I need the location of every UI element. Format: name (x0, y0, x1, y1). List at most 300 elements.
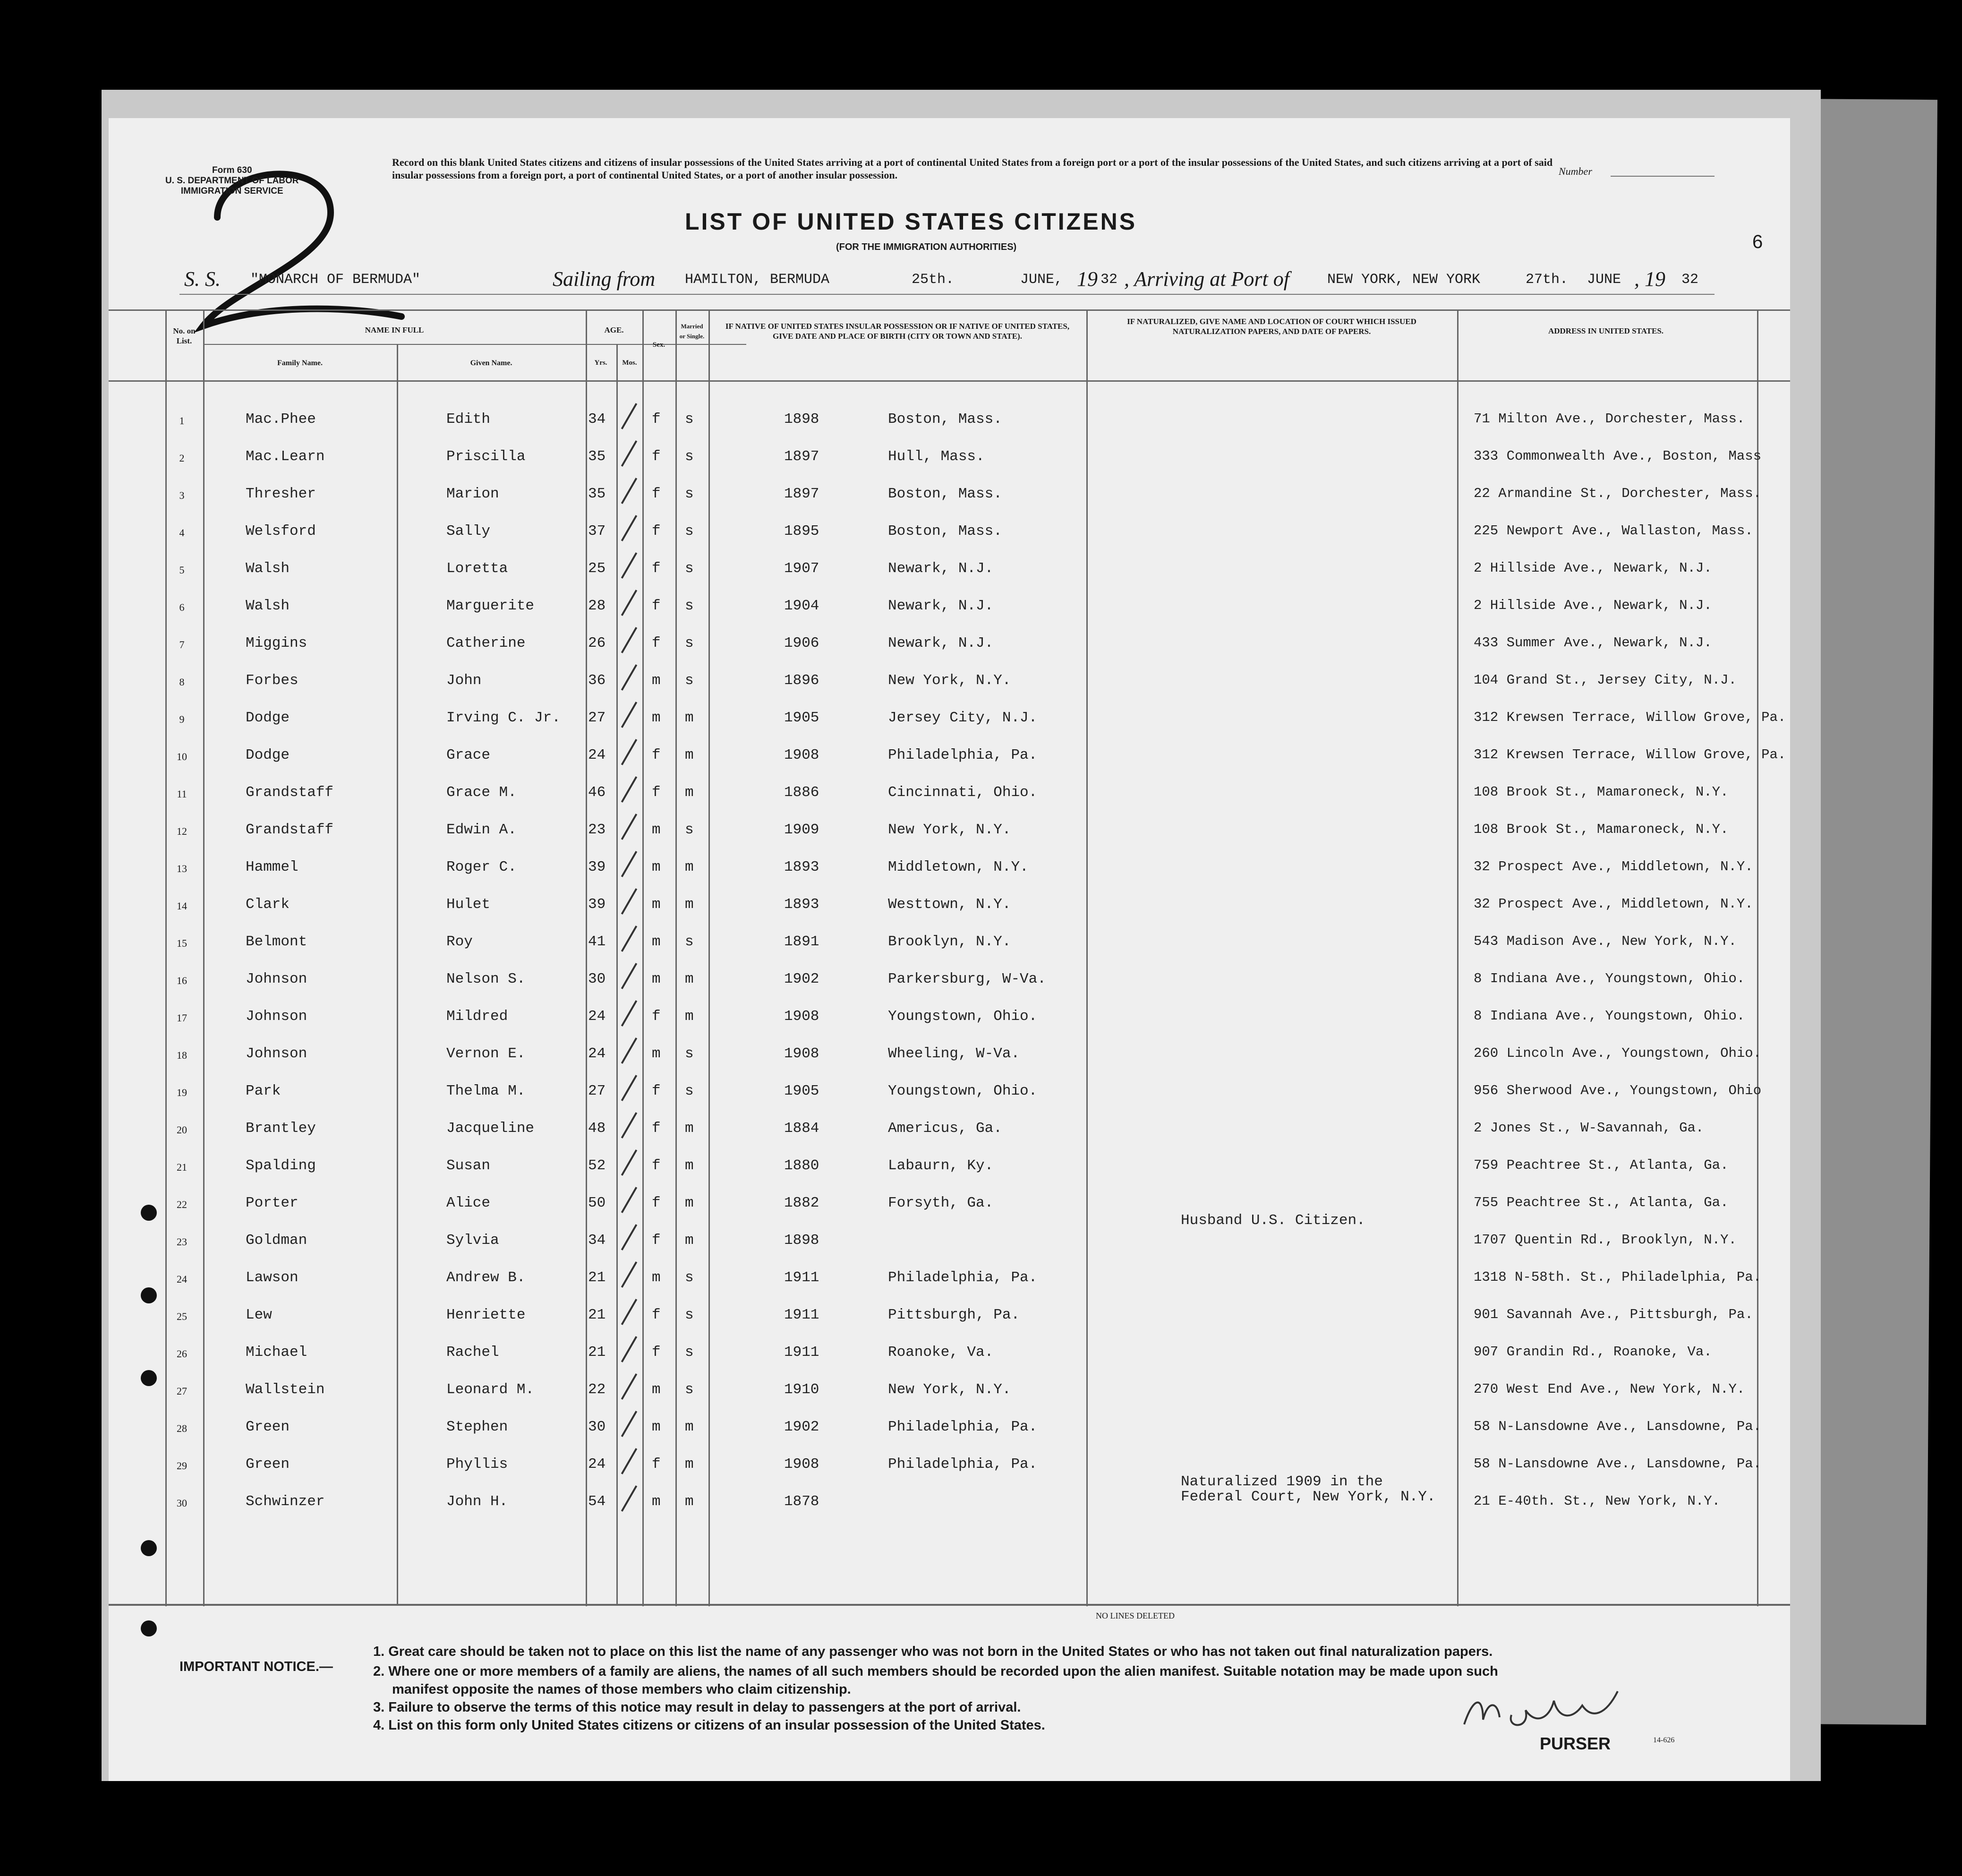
age: 34 (588, 1232, 606, 1249)
given-name: Sally (446, 523, 491, 540)
check-mark (621, 963, 637, 989)
family-name: Schwinzer (246, 1493, 325, 1510)
ss-label: S. S. (184, 267, 221, 291)
birth-place: Boston, Mass. (888, 523, 1002, 540)
check-mark (621, 627, 637, 653)
sex: f (652, 635, 661, 651)
row-number: 27 (177, 1385, 187, 1397)
family-name: Thresher (246, 486, 316, 502)
birth-place: Philadelphia, Pa. (888, 1456, 1038, 1473)
arrival-year-prefix: , 19 (1634, 267, 1665, 291)
family-name: Michael (246, 1344, 307, 1361)
birth-place: Middletown, N.Y. (888, 859, 1029, 875)
birth-year: 1895 (784, 523, 819, 540)
arrival-month: JUNE (1587, 272, 1621, 288)
given-name: Roger C. (446, 859, 517, 875)
check-mark (621, 1112, 637, 1139)
col-divider (165, 309, 167, 1606)
given-name: Henriette (446, 1307, 526, 1323)
marital-status: m (685, 1456, 694, 1473)
marital-status: m (685, 1195, 694, 1211)
age: 46 (588, 784, 606, 801)
family-name: Johnson (246, 971, 307, 987)
record-instructions: Record on this blank United States citizens and citizens of insular possessions of the United States arriving at a port of continental United States from a foreign port or a port of the insular possessions of the United States, and such citizens arriving at a port of said insular possessions from a foreign port, a port of continental United States, or a port of another insular possession. (392, 156, 1553, 181)
given-name: Grace (446, 747, 491, 763)
notice-line: manifest opposite the names of those members who claim citizenship. (392, 1682, 851, 1697)
row-number: 20 (177, 1124, 187, 1136)
birth-year: 1908 (784, 1456, 819, 1473)
col-divider (675, 309, 677, 1606)
birth-year: 1882 (784, 1195, 819, 1211)
manifest-page (109, 118, 1790, 1781)
sex: f (652, 1344, 661, 1361)
address: 1707 Quentin Rd., Brooklyn, N.Y. (1474, 1232, 1737, 1248)
birth-place: New York, N.Y. (888, 822, 1011, 838)
row-number: 4 (179, 527, 185, 539)
binder-hole (141, 1205, 157, 1221)
sex: m (652, 1045, 661, 1062)
address: 71 Milton Ave., Dorchester, Mass. (1474, 411, 1745, 427)
marital-status: s (685, 934, 694, 950)
check-mark (621, 739, 637, 765)
birth-year: 1896 (784, 672, 819, 689)
given-name: Thelma M. (446, 1083, 526, 1099)
check-mark (621, 1299, 637, 1325)
number-rule (1611, 176, 1715, 177)
sex: f (652, 1120, 661, 1137)
given-name: Loretta (446, 560, 508, 577)
check-mark (621, 590, 637, 616)
birth-place: Brooklyn, N.Y. (888, 934, 1011, 950)
marital-status: m (685, 971, 694, 987)
col-divider (642, 309, 644, 1606)
birth-place: Youngstown, Ohio. (888, 1083, 1038, 1099)
age: 39 (588, 859, 606, 875)
notice-line: 4. List on this form only United States citizens or citizens of an insular possession of the United States. (373, 1718, 1045, 1733)
birth-place: Newark, N.J. (888, 560, 994, 577)
given-name: Jacqueline (446, 1120, 535, 1137)
arrival-year: 32 (1681, 272, 1699, 288)
birth-place: New York, N.Y. (888, 672, 1011, 689)
address: 58 N-Lansdowne Ave., Lansdowne, Pa. (1474, 1456, 1762, 1472)
check-mark (621, 702, 637, 728)
binder-hole (141, 1370, 157, 1386)
form-line: IMMIGRATION SERVICE (180, 186, 283, 196)
check-mark (621, 440, 637, 467)
age: 24 (588, 747, 606, 763)
check-mark (621, 1261, 637, 1288)
birth-year: 1897 (784, 486, 819, 502)
family-name: Belmont (246, 934, 307, 950)
birth-year: 1906 (784, 635, 819, 651)
birth-place: Parkersburg, W-Va. (888, 971, 1046, 987)
address: 956 Sherwood Ave., Youngstown, Ohio (1474, 1083, 1762, 1098)
sex: f (652, 747, 661, 763)
sail-month: JUNE, (1020, 272, 1063, 288)
given-name: Stephen (446, 1419, 508, 1435)
row-number: 12 (177, 825, 187, 837)
check-mark (621, 1149, 637, 1176)
col-divider (1086, 309, 1088, 1606)
birth-year: 1893 (784, 859, 819, 875)
family-name: Brantley (246, 1120, 316, 1137)
birth-year: 1898 (784, 1232, 819, 1249)
sex: f (652, 486, 661, 502)
birth-place: New York, N.Y. (888, 1381, 1011, 1398)
given-name: Susan (446, 1157, 491, 1174)
sex: f (652, 523, 661, 540)
given-name: Leonard M. (446, 1381, 535, 1398)
age: 24 (588, 1045, 606, 1062)
age: 22 (588, 1381, 606, 1398)
col-header-name: NAME IN FULL (365, 326, 424, 334)
family-name: Johnson (246, 1045, 307, 1062)
given-name: Andrew B. (446, 1269, 526, 1286)
ship-name: "MONARCH OF BERMUDA" (250, 272, 421, 288)
age: 24 (588, 1008, 606, 1025)
row-number: 1 (179, 415, 185, 427)
col-divider (1457, 309, 1459, 1606)
birth-year: 1910 (784, 1381, 819, 1398)
family-name: Spalding (246, 1157, 316, 1174)
page-subtitle: (FOR THE IMMIGRATION AUTHORITIES) (836, 242, 1017, 252)
given-name: Hulet (446, 896, 491, 913)
header-bottom-rule (109, 380, 1790, 382)
birth-place: Newark, N.J. (888, 598, 994, 614)
age: 21 (588, 1269, 606, 1286)
given-name: Priscilla (446, 448, 526, 465)
row-number: 9 (179, 713, 185, 725)
birth-year: 1880 (784, 1157, 819, 1174)
birth-year: 1902 (784, 971, 819, 987)
sex: f (652, 411, 661, 428)
print-code: 14-626 (1653, 1736, 1675, 1744)
birth-year: 1911 (784, 1269, 819, 1286)
check-mark (621, 1187, 637, 1213)
given-name: Sylvia (446, 1232, 499, 1249)
birth-year: 1908 (784, 1008, 819, 1025)
age: 24 (588, 1456, 606, 1473)
family-name: Walsh (246, 598, 290, 614)
age: 35 (588, 486, 606, 502)
col-header-given: Given Name. (470, 359, 512, 367)
col-divider (397, 344, 398, 1604)
marital-status: s (685, 560, 694, 577)
notice-line: 3. Failure to observe the terms of this notice may result in delay to passengers at the port of arrival. (373, 1700, 1021, 1715)
sex: f (652, 448, 661, 465)
address: 58 N-Lansdowne Ave., Lansdowne, Pa. (1474, 1419, 1762, 1434)
marital-status: m (685, 1157, 694, 1174)
address: 333 Commonwealth Ave., Boston, Mass (1474, 448, 1762, 464)
row-number: 7 (179, 639, 185, 651)
address: 312 Krewsen Terrace, Willow Grove, Pa. (1474, 710, 1786, 725)
marital-status: m (685, 1008, 694, 1025)
birth-place: Wheeling, W-Va. (888, 1045, 1020, 1062)
row-number: 26 (177, 1348, 187, 1360)
col-header-family: Family Name. (277, 359, 323, 367)
address: 21 E-40th. St., New York, N.Y. (1474, 1493, 1721, 1509)
address: 2 Hillside Ave., Newark, N.J. (1474, 560, 1712, 576)
binder-hole (141, 1540, 157, 1556)
row-number: 17 (177, 1012, 187, 1024)
family-name: Green (246, 1419, 290, 1435)
address: 433 Summer Ave., Newark, N.J. (1474, 635, 1712, 651)
marital-status: s (685, 1045, 694, 1062)
check-mark (621, 1448, 637, 1474)
birth-year: 1878 (784, 1493, 819, 1510)
birth-year: 1891 (784, 934, 819, 950)
address: 901 Savannah Ave., Pittsburgh, Pa. (1474, 1307, 1753, 1322)
age: 21 (588, 1307, 606, 1323)
sailing-from: HAMILTON, BERMUDA (685, 272, 830, 288)
birth-year: 1904 (784, 598, 819, 614)
address: 543 Madison Ave., New York, N.Y. (1474, 934, 1737, 949)
marital-status: s (685, 1344, 694, 1361)
row-number: 22 (177, 1199, 187, 1210)
marital-status: m (685, 1232, 694, 1249)
address: 32 Prospect Ave., Middletown, N.Y. (1474, 859, 1753, 874)
arrival-day: 27th. (1526, 272, 1569, 288)
check-mark (621, 1485, 637, 1512)
check-mark (621, 1000, 637, 1027)
row-number: 13 (177, 863, 187, 874)
family-name: Welsford (246, 523, 316, 540)
check-mark (621, 1075, 637, 1101)
family-name: Miggins (246, 635, 307, 651)
family-name: Grandstaff (246, 784, 334, 801)
check-mark (621, 1373, 637, 1400)
sex: f (652, 560, 661, 577)
row-number: 25 (177, 1311, 187, 1322)
page-number: 6 (1752, 231, 1763, 252)
sex: m (652, 710, 661, 726)
check-mark (621, 664, 637, 691)
check-mark (621, 851, 637, 877)
birth-place: Philadelphia, Pa. (888, 1419, 1038, 1435)
marital-status: s (685, 523, 694, 540)
row-number: 11 (177, 788, 187, 800)
marital-status: s (685, 411, 694, 428)
birth-year: 1902 (784, 1419, 819, 1435)
sex: m (652, 1493, 661, 1510)
given-name: Grace M. (446, 784, 517, 801)
col-header-married: Married or Single. (679, 323, 705, 340)
row-number: 29 (177, 1460, 187, 1472)
address: 22 Armandine St., Dorchester, Mass. (1474, 486, 1762, 501)
family-name: Clark (246, 896, 290, 913)
marital-status: s (685, 1307, 694, 1323)
age: 25 (588, 560, 606, 577)
birth-year: 1905 (784, 1083, 819, 1099)
row-number: 5 (179, 564, 185, 576)
row-number: 6 (179, 601, 185, 613)
birth-place: Hull, Mass. (888, 448, 985, 465)
row-number: 14 (177, 900, 187, 912)
age: 37 (588, 523, 606, 540)
sex: m (652, 934, 661, 950)
sex: m (652, 822, 661, 838)
sex: m (652, 1381, 661, 1398)
birth-place: Philadelphia, Pa. (888, 747, 1038, 763)
given-name: Nelson S. (446, 971, 526, 987)
sail-year-prefix: 19 (1077, 267, 1098, 291)
form-line: U. S. DEPARTMENT OF LABOR (165, 176, 299, 186)
marital-status: m (685, 1120, 694, 1137)
age: 27 (588, 710, 606, 726)
marital-status: s (685, 486, 694, 502)
family-name: Park (246, 1083, 281, 1099)
family-name: Grandstaff (246, 822, 334, 838)
given-name: Edith (446, 411, 491, 428)
check-mark (621, 552, 637, 579)
form-line: Form 630 (212, 165, 252, 175)
sailing-rule (179, 294, 1715, 295)
given-name: Marion (446, 486, 499, 502)
sex: f (652, 1456, 661, 1473)
sex: m (652, 1419, 661, 1435)
sex: m (652, 971, 661, 987)
family-name: Walsh (246, 560, 290, 577)
sex: f (652, 784, 661, 801)
col-divider (616, 344, 618, 1604)
col-header-naturalized: IF NATURALIZED, GIVE NAME AND LOCATION OF COURT WHICH ISSUED NATURALIZATION PAPERS, AND DATE OF PAPERS. (1127, 317, 1416, 336)
address: 907 Grandin Rd., Roanoke, Va. (1474, 1344, 1712, 1360)
marital-status: s (685, 1381, 694, 1398)
age: 26 (588, 635, 606, 651)
address: 8 Indiana Ave., Youngstown, Ohio. (1474, 1008, 1745, 1024)
address: 270 West End Ave., New York, N.Y. (1474, 1381, 1745, 1397)
address: 225 Newport Ave., Wallaston, Mass. (1474, 523, 1753, 539)
address: 312 Krewsen Terrace, Willow Grove, Pa. (1474, 747, 1786, 762)
check-mark (621, 1336, 637, 1362)
row-number: 8 (179, 676, 185, 688)
family-name: Porter (246, 1195, 299, 1211)
marital-status: m (685, 1419, 694, 1435)
sex: f (652, 598, 661, 614)
birth-year: 1911 (784, 1307, 819, 1323)
given-name: Vernon E. (446, 1045, 526, 1062)
age: 34 (588, 411, 606, 428)
family-name: Lew (246, 1307, 272, 1323)
age: 54 (588, 1493, 606, 1510)
address: 260 Lincoln Ave., Youngstown, Ohio. (1474, 1045, 1762, 1061)
binder-hole (141, 1620, 157, 1636)
row-number: 2 (179, 452, 185, 464)
family-name: Lawson (246, 1269, 299, 1286)
age: 23 (588, 822, 606, 838)
birth-place: Cincinnati, Ohio. (888, 784, 1038, 801)
family-name: Mac.Phee (246, 411, 316, 428)
family-name: Goldman (246, 1232, 307, 1249)
col-header-sex: Sex. (652, 341, 665, 349)
age: 28 (588, 598, 606, 614)
birth-year: 1884 (784, 1120, 819, 1137)
table-top-rule (109, 309, 1790, 311)
birth-year: 1908 (784, 747, 819, 763)
age: 30 (588, 971, 606, 987)
given-name: Catherine (446, 635, 526, 651)
birth-place: Americus, Ga. (888, 1120, 1002, 1137)
sex: f (652, 1307, 661, 1323)
check-mark (621, 1037, 637, 1064)
age: 35 (588, 448, 606, 465)
address: 2 Jones St., W-Savannah, Ga. (1474, 1120, 1704, 1136)
birth-year: 1893 (784, 896, 819, 913)
birth-place: Youngstown, Ohio. (888, 1008, 1038, 1025)
marital-status: m (685, 710, 694, 726)
arriving-label: , Arriving at Port of (1124, 267, 1289, 291)
naturalization: Husband U.S. Citizen. (1181, 1212, 1365, 1229)
row-number: 18 (177, 1049, 187, 1061)
given-name: Alice (446, 1195, 491, 1211)
row-number: 16 (177, 975, 187, 986)
family-name: Wallstein (246, 1381, 325, 1398)
col-divider (203, 309, 205, 1606)
sail-year: 32 (1100, 272, 1118, 288)
age: 41 (588, 934, 606, 950)
marital-status: s (685, 1083, 694, 1099)
col-divider (586, 309, 587, 1606)
row-number: 23 (177, 1236, 187, 1248)
birth-place: Jersey City, N.J. (888, 710, 1038, 726)
birth-year: 1909 (784, 822, 819, 838)
notice-label: IMPORTANT NOTICE.— (179, 1659, 333, 1674)
sex: m (652, 1269, 661, 1286)
address: 759 Peachtree St., Atlanta, Ga. (1474, 1157, 1729, 1173)
sex: m (652, 896, 661, 913)
birth-place: Labaurn, Ky. (888, 1157, 994, 1174)
check-mark (621, 1411, 637, 1437)
col-header-age: AGE. (604, 326, 624, 334)
row-number: 19 (177, 1087, 187, 1098)
marital-status: s (685, 598, 694, 614)
col-divider (1757, 309, 1758, 1606)
given-name: Irving C. Jr. (446, 710, 561, 726)
birth-year: 1908 (784, 1045, 819, 1062)
birth-year: 1897 (784, 448, 819, 465)
row-number: 3 (179, 489, 185, 501)
sex: f (652, 1083, 661, 1099)
birth-place: Pittsburgh, Pa. (888, 1307, 1020, 1323)
birth-year: 1907 (784, 560, 819, 577)
check-mark (621, 888, 637, 915)
notice-line: 1. Great care should be taken not to place on this list the name of any passenger who was not born in the United States or who has not taken out final naturalization papers. (373, 1644, 1493, 1659)
family-name: Dodge (246, 710, 290, 726)
marital-status: s (685, 1269, 694, 1286)
page-title: LIST OF UNITED STATES CITIZENS (685, 208, 1137, 235)
given-name: Phyllis (446, 1456, 508, 1473)
sex: m (652, 672, 661, 689)
row-number: 30 (177, 1497, 187, 1509)
address: 108 Brook St., Mamaroneck, N.Y. (1474, 822, 1729, 837)
address: 32 Prospect Ave., Middletown, N.Y. (1474, 896, 1753, 912)
family-name: Johnson (246, 1008, 307, 1025)
birth-year: 1886 (784, 784, 819, 801)
birth-place: Forsyth, Ga. (888, 1195, 994, 1211)
marital-status: m (685, 1493, 694, 1510)
birth-place: Newark, N.J. (888, 635, 994, 651)
age: 48 (588, 1120, 606, 1137)
family-name: Green (246, 1456, 290, 1473)
age: 52 (588, 1157, 606, 1174)
naturalization: Naturalized 1909 in the Federal Court, New York, N.Y. (1181, 1473, 1436, 1505)
birth-place: Roanoke, Va. (888, 1344, 994, 1361)
birth-place: Westtown, N.Y. (888, 896, 1011, 913)
sex: m (652, 859, 661, 875)
family-name: Dodge (246, 747, 290, 763)
marital-status: s (685, 822, 694, 838)
col-header-address: ADDRESS IN UNITED STATES. (1548, 326, 1664, 335)
